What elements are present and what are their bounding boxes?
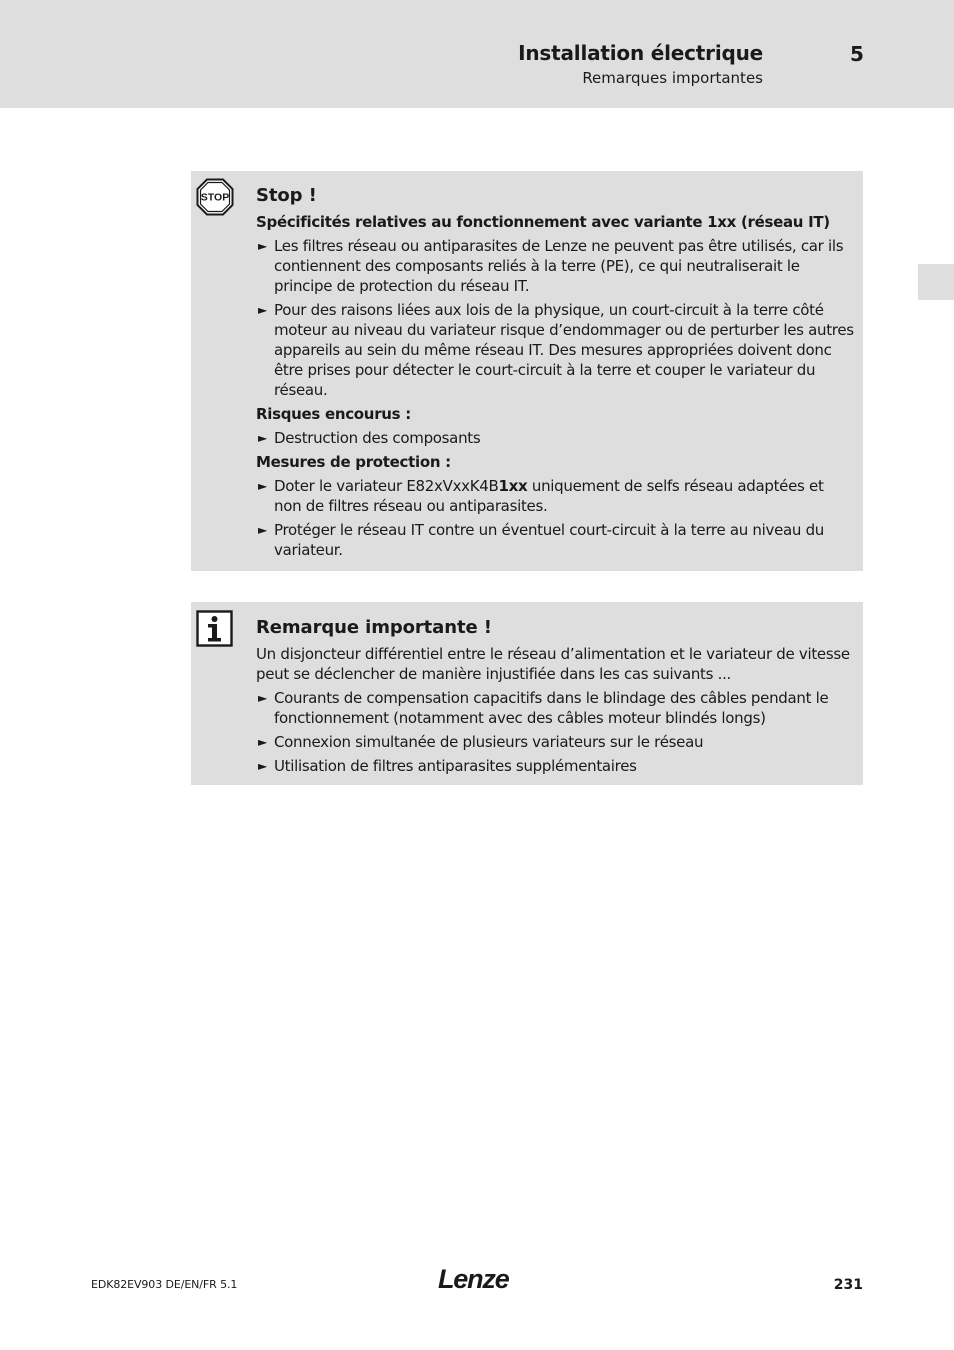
measures-list xyxy=(256,476,855,560)
chapter-number: 5 xyxy=(850,42,864,66)
variant-code: 1xx xyxy=(498,477,528,495)
stop-sign-icon xyxy=(196,178,234,220)
page-number: 231 xyxy=(833,1277,863,1293)
list-item: ► Pour des raisons liées aux lois de la physique, un court-circuit à la terre côté moteur au niveau du variateur risque d’endommager ou de perturber les autres appareils au sein du même réseau IT. Des mesures appropriées doivent donc être prises pour détecter le court-circuit à la terre et couper le variateur du réseau. xyxy=(258,301,854,399)
risks-list xyxy=(256,428,855,448)
stop-heading: Stop ! xyxy=(256,185,317,206)
list-item: ► Doter le variateur E82xVxxK4B1xx uniquement de selfs réseau adaptées et non de filtres réseau ou antiparasites. xyxy=(258,477,824,515)
bullet-arrow-icon: ► xyxy=(258,691,267,705)
list-item: ► Courants de compensation capacitifs dans le blindage des câbles pendant le fonctionnement (notamment avec des câbles moteur blindés longs) xyxy=(258,689,829,727)
lenze-logo: Lenze xyxy=(438,1264,509,1294)
note-heading: Remarque importante ! xyxy=(256,617,492,638)
stop-subheading: Spécificités relatives au fonctionnement avec variante 1xx (réseau IT) xyxy=(256,213,830,231)
risks-heading: Risques encourus : xyxy=(256,405,411,423)
stop-box-content xyxy=(256,186,855,564)
info-icon xyxy=(196,610,234,652)
bullet-arrow-icon: ► xyxy=(258,479,267,493)
bullet-arrow-icon: ► xyxy=(258,523,267,537)
list-item: ► Les filtres réseau ou antiparasites de Lenze ne peuvent pas être utilisés, car ils contiennent des composants reliés à la terre (PE), ce qui neutraliserait le principe de protection du réseau IT. xyxy=(258,237,844,295)
document-id: EDK82EV903 DE/EN/FR 5.1 xyxy=(91,1278,238,1291)
bullet-arrow-icon: ► xyxy=(258,431,267,445)
svg-text:STOP: STOP xyxy=(200,191,230,204)
list-item: ► Utilisation de filtres antiparasites supplémentaires xyxy=(258,757,637,775)
bullet-arrow-icon: ► xyxy=(258,303,267,317)
chapter-tab-marker xyxy=(918,264,954,300)
bullet-arrow-icon: ► xyxy=(258,735,267,749)
list-item: ► Connexion simultanée de plusieurs variateurs sur le réseau xyxy=(258,733,704,751)
page-header xyxy=(0,0,954,108)
important-note-box xyxy=(191,602,863,785)
section-title: Installation électrique xyxy=(518,41,763,65)
stop-warning-box xyxy=(191,171,863,571)
stop-bullet-list xyxy=(256,236,855,400)
note-intro: Un disjoncteur différentiel entre le réseau d’alimentation et le variateur de vitesse peut se déclencher de manière injustifiée dans les cas suivants ... xyxy=(256,645,850,683)
bullet-arrow-icon: ► xyxy=(258,239,267,253)
section-subtitle: Remarques importantes xyxy=(582,69,763,87)
list-item: ► Destruction des composants xyxy=(258,429,481,447)
bullet-arrow-icon: ► xyxy=(258,759,267,773)
list-item: ► Protéger le réseau IT contre un éventuel court-circuit à la terre au niveau du variateur. xyxy=(258,521,824,559)
note-box-content xyxy=(256,618,855,780)
measures-heading: Mesures de protection : xyxy=(256,453,451,471)
note-bullet-list xyxy=(256,688,855,776)
